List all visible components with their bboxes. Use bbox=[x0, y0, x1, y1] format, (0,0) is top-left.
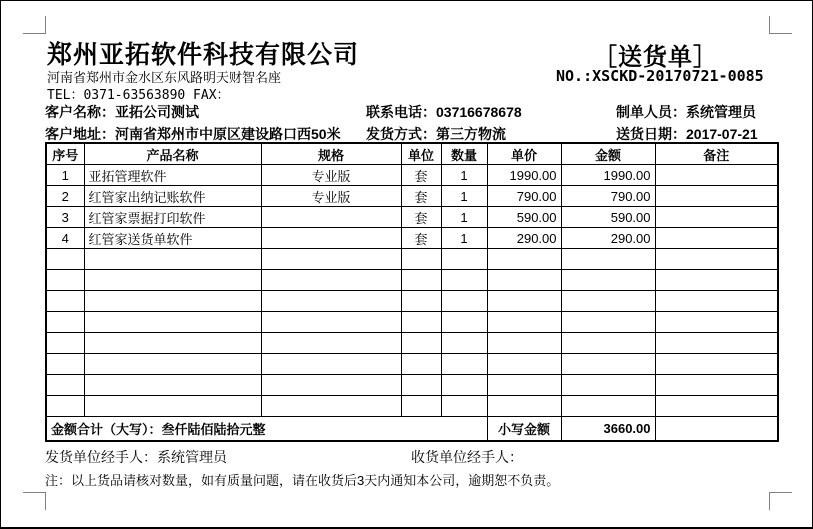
cell-qty: 1 bbox=[441, 207, 487, 228]
ship-date-label: 送货日期： bbox=[616, 126, 686, 142]
empty-table-row bbox=[46, 312, 778, 333]
totals-note-cell bbox=[655, 417, 778, 442]
cell-amount: 590.00 bbox=[561, 207, 655, 228]
table-header-row bbox=[46, 143, 778, 165]
empty-table-row bbox=[46, 249, 778, 270]
shipper-handler-label: 发货单位经手人： bbox=[45, 449, 157, 465]
cell-seq: 4 bbox=[46, 228, 84, 249]
cell-spec: 专业版 bbox=[261, 186, 401, 207]
customer-name-value: 亚拓公司测试 bbox=[115, 104, 199, 120]
contact-phone-field bbox=[366, 102, 522, 122]
company-address: 河南省郑州市金水区东风路明天财智名座 bbox=[47, 70, 282, 85]
cell-unit: 套 bbox=[401, 207, 441, 228]
col-header-amount: 金额 bbox=[561, 143, 655, 165]
col-header-product: 产品名称 bbox=[84, 143, 261, 165]
table-row bbox=[46, 165, 778, 186]
cell-unit: 套 bbox=[401, 165, 441, 186]
col-header-seq: 序号 bbox=[46, 143, 84, 165]
col-header-note: 备注 bbox=[655, 143, 778, 165]
cell-amount: 290.00 bbox=[561, 228, 655, 249]
ship-date-field bbox=[616, 124, 758, 144]
amount-figures-label: 小写金额 bbox=[487, 417, 561, 442]
total-in-words-cell bbox=[46, 417, 487, 442]
receiver-handler-field bbox=[411, 447, 523, 467]
cell-seq: 3 bbox=[46, 207, 84, 228]
crop-mark-bottom-right-icon bbox=[769, 492, 792, 510]
ship-method-label: 发货方式： bbox=[366, 126, 436, 142]
shipper-handler-field bbox=[45, 447, 227, 467]
cell-note bbox=[655, 228, 778, 249]
cell-unit: 套 bbox=[401, 228, 441, 249]
contact-phone-label: 联系电话： bbox=[366, 104, 436, 120]
empty-table-row bbox=[46, 354, 778, 375]
col-header-qty: 数量 bbox=[441, 143, 487, 165]
cell-seq: 2 bbox=[46, 186, 84, 207]
cell-seq: 1 bbox=[46, 165, 84, 186]
crop-mark-bottom-left-icon bbox=[23, 492, 46, 510]
customer-name-label: 客户名称： bbox=[45, 104, 115, 120]
cell-qty: 1 bbox=[441, 228, 487, 249]
empty-table-row bbox=[46, 375, 778, 396]
shipper-handler-value: 系统管理员 bbox=[157, 449, 227, 465]
cell-qty: 1 bbox=[441, 186, 487, 207]
cell-price: 590.00 bbox=[487, 207, 561, 228]
total-in-words-label: 金额合计（大写）： bbox=[51, 422, 162, 437]
order-maker-label: 制单人员： bbox=[616, 104, 686, 120]
cell-price: 290.00 bbox=[487, 228, 561, 249]
cell-spec bbox=[261, 207, 401, 228]
col-header-price: 单价 bbox=[487, 143, 561, 165]
order-maker-value: 系统管理员 bbox=[686, 104, 756, 120]
customer-address-value: 河南省郑州市中原区建设路口西50米 bbox=[115, 126, 341, 142]
cell-price: 1990.00 bbox=[487, 165, 561, 186]
company-name: 郑州亚拓软件科技有限公司 bbox=[47, 41, 360, 69]
crop-mark-top-right-icon bbox=[769, 16, 792, 34]
footer-note: 注：以上货品请核对数量，如有质量问题，请在收货后3天内通知本公司，逾期恕不负责。 bbox=[45, 473, 560, 488]
col-header-spec: 规格 bbox=[261, 143, 401, 165]
cell-product: 红管家送货单软件 bbox=[84, 228, 261, 249]
document-title: ［送货单］ bbox=[593, 44, 718, 71]
empty-table-row bbox=[46, 333, 778, 354]
col-header-unit: 单位 bbox=[401, 143, 441, 165]
customer-address-field bbox=[45, 124, 341, 144]
empty-table-row bbox=[46, 396, 778, 417]
customer-name-field bbox=[45, 102, 199, 122]
ship-method-value: 第三方物流 bbox=[436, 126, 506, 142]
ship-method-field bbox=[366, 124, 506, 144]
cell-note bbox=[655, 165, 778, 186]
items-table bbox=[45, 142, 779, 442]
cell-product: 红管家出纳记账软件 bbox=[84, 186, 261, 207]
order-maker-field bbox=[616, 102, 756, 122]
cell-spec bbox=[261, 228, 401, 249]
customer-address-label: 客户地址： bbox=[45, 126, 115, 142]
total-in-words-value: 叁仟陆佰陆拾元整 bbox=[161, 422, 266, 437]
empty-table-row bbox=[46, 270, 778, 291]
cell-amount: 1990.00 bbox=[561, 165, 655, 186]
cell-note bbox=[655, 186, 778, 207]
crop-mark-top-left-icon bbox=[23, 16, 46, 34]
receiver-handler-label: 收货单位经手人： bbox=[411, 449, 523, 465]
totals-row bbox=[46, 417, 778, 442]
ship-date-value: 2017-07-21 bbox=[686, 126, 758, 142]
contact-phone-value: 03716678678 bbox=[436, 104, 522, 120]
table-row bbox=[46, 228, 778, 249]
cell-product: 红管家票据打印软件 bbox=[84, 207, 261, 228]
cell-qty: 1 bbox=[441, 165, 487, 186]
cell-unit: 套 bbox=[401, 186, 441, 207]
empty-table-row bbox=[46, 291, 778, 312]
cell-amount: 790.00 bbox=[561, 186, 655, 207]
company-tel-fax: TEL：0371-63563890 FAX： bbox=[47, 88, 230, 103]
table-row bbox=[46, 207, 778, 228]
cell-price: 790.00 bbox=[487, 186, 561, 207]
cell-note bbox=[655, 207, 778, 228]
cell-product: 亚拓管理软件 bbox=[84, 165, 261, 186]
amount-figures-value: 3660.00 bbox=[561, 417, 655, 442]
order-number: NO.:XSCKD-20170721-0085 bbox=[556, 67, 764, 85]
cell-spec: 专业版 bbox=[261, 165, 401, 186]
table-row bbox=[46, 186, 778, 207]
